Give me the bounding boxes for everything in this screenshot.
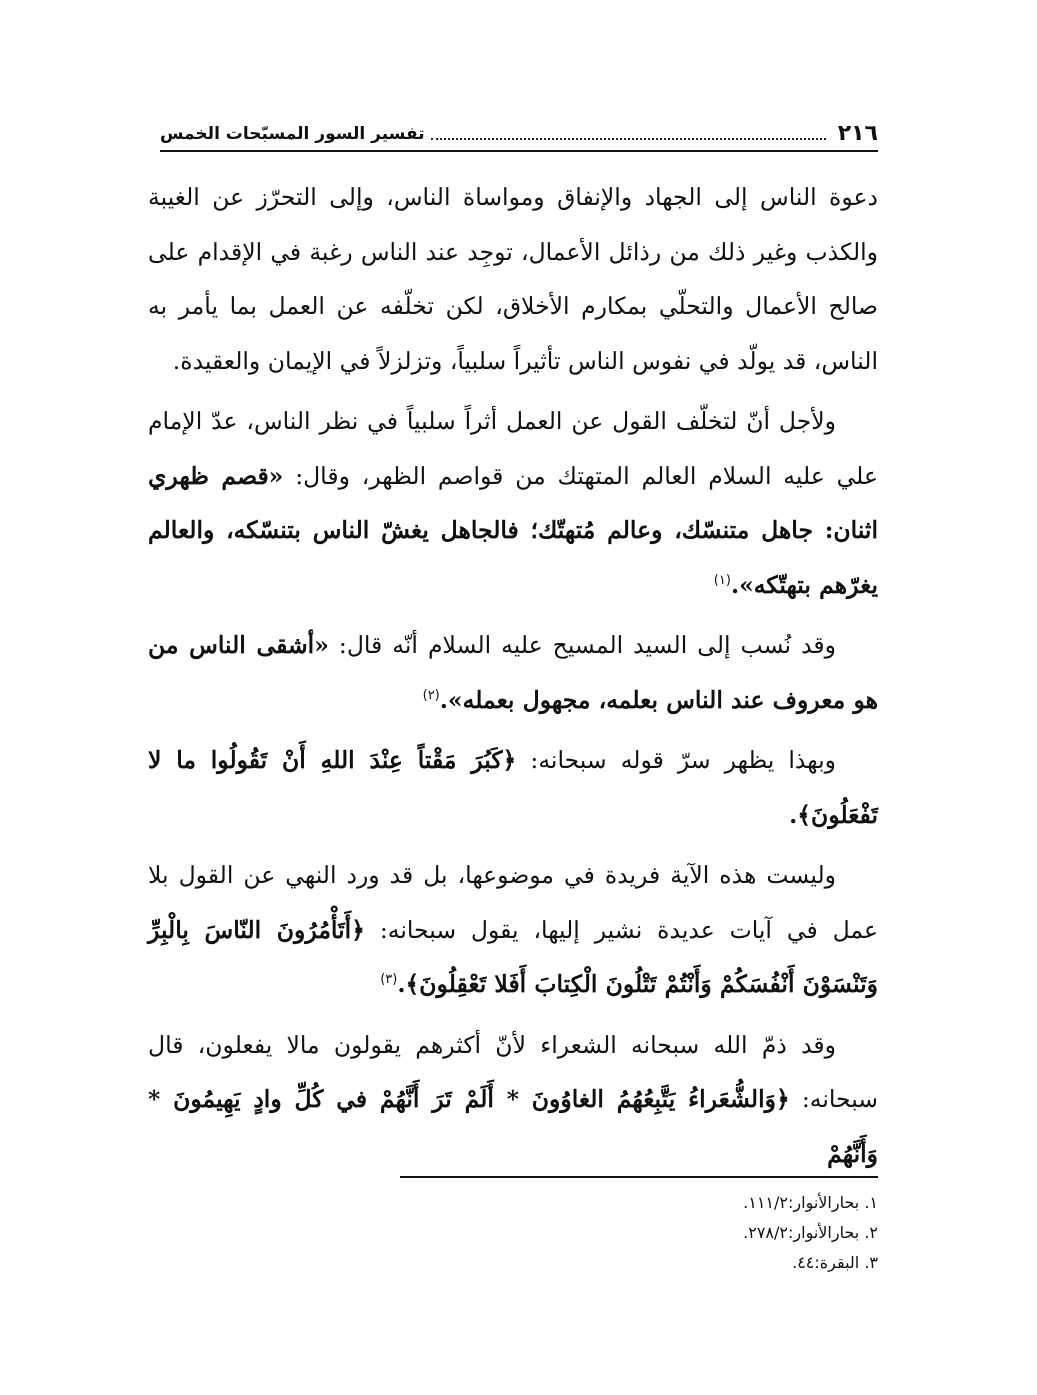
footnote-3: ٣. البقرة:٤٤. [792, 1253, 878, 1272]
quran-verse: ﴿كَبُرَ مَقْتاً عِنْدَ اللهِ أَنْ تَقُولُوا ما لا تَفْعَلُونَ﴾. [148, 746, 878, 829]
running-title: تفسير السور المسبّحات الخمس [160, 124, 425, 144]
paragraph-1 [148, 170, 878, 388]
page-header [160, 108, 878, 148]
body-text [148, 170, 878, 1187]
header-leader-dots [431, 138, 826, 140]
paragraph-4 [148, 733, 878, 842]
quran-verse: ﴿وَالشُّعَراءُ يَتَّبِعُهُمُ الغاوُونَ * أَلَمْ تَرَ أَنَّهُمْ في كُلِّ وادٍ يَهِيمُونَ * وَأَنَّهُمْ [148, 1085, 878, 1168]
paragraph-text: وليست هذه الآية فريدة في موضوعها، بل قد ورد النهي عن القول بلا عمل في آيات عديدة نشير إليها، يقول سبحانه: [148, 861, 878, 944]
paragraph-text: وبهذا يظهر سرّ قوله سبحانه: [516, 746, 836, 774]
paragraph-text: ولأجل أنّ لتخلّف القول عن العمل أثراً سلبياً في نظر الناس، عدّ الإمام علي عليه السلام العالم المتهتك من قواصم الظهر، وقال: [148, 407, 878, 490]
footnote-2: ٢. بحارالأنوار:٢٧٨/٢. [743, 1223, 878, 1242]
paragraph-2 [148, 394, 878, 612]
header-rule [160, 150, 878, 152]
footnotes [400, 1188, 878, 1278]
hadith-quote: «قصم ظهري اثنان: جاهل متنسّك، وعالم مُتهتّك؛ فالجاهل يغشّ الناس بتنسّكه، والعالم يغرّهم بتهتّكه». [148, 461, 878, 599]
footnote-rule [400, 1176, 878, 1178]
footnote-ref-2: (٢) [422, 687, 440, 703]
footnote-1: ١. بحارالأنوار:١١١/٢. [743, 1193, 878, 1212]
hadith-quote: «أشقى الناس من هو معروف عند الناس بعلمه، مجهول بعمله». [148, 631, 878, 714]
paragraph-text: وقد ذمّ الله سبحانه الشعراء لأنّ أكثرهم يقولون مالا يفعلون، قال سبحانه: [148, 1030, 878, 1113]
footnote-ref-1: (١) [713, 572, 731, 588]
footnote-ref-3: (٣) [380, 972, 398, 988]
page-number: ٢١٦ [837, 121, 878, 146]
paragraph-3 [148, 618, 878, 727]
paragraph-text: دعوة الناس إلى الجهاد والإنفاق ومواساة الناس، وإلى التحرّز عن الغيبة والكذب وغير ذلك من رذائل الأعمال، توجِد عند الناس رغبة في الإقدام على صالح الأعمال والتحلّي بمكارم الأخلاق، لكن تخلّفه عن العمل بما يأمر به الناس، قد يولّد في نفوس الناس تأثيراً سلبياً، وتزلزلاً في الإيمان والعقيدة. [148, 183, 878, 375]
paragraph-6 [148, 1018, 878, 1182]
paragraph-text: وقد نُسب إلى السيد المسيح عليه السلام أنّه قال: [328, 631, 836, 659]
quran-verse: ﴿أَتَأْمُرُونَ النّاسَ بِالْبِرِّ وَتَنْسَوْنَ أَنْفُسَكُمْ وَأَنْتُمْ تَتْلُونَ الْكِتابَ أَفَلا تَعْقِلُونَ﴾. [148, 915, 878, 998]
paragraph-5 [148, 848, 878, 1012]
